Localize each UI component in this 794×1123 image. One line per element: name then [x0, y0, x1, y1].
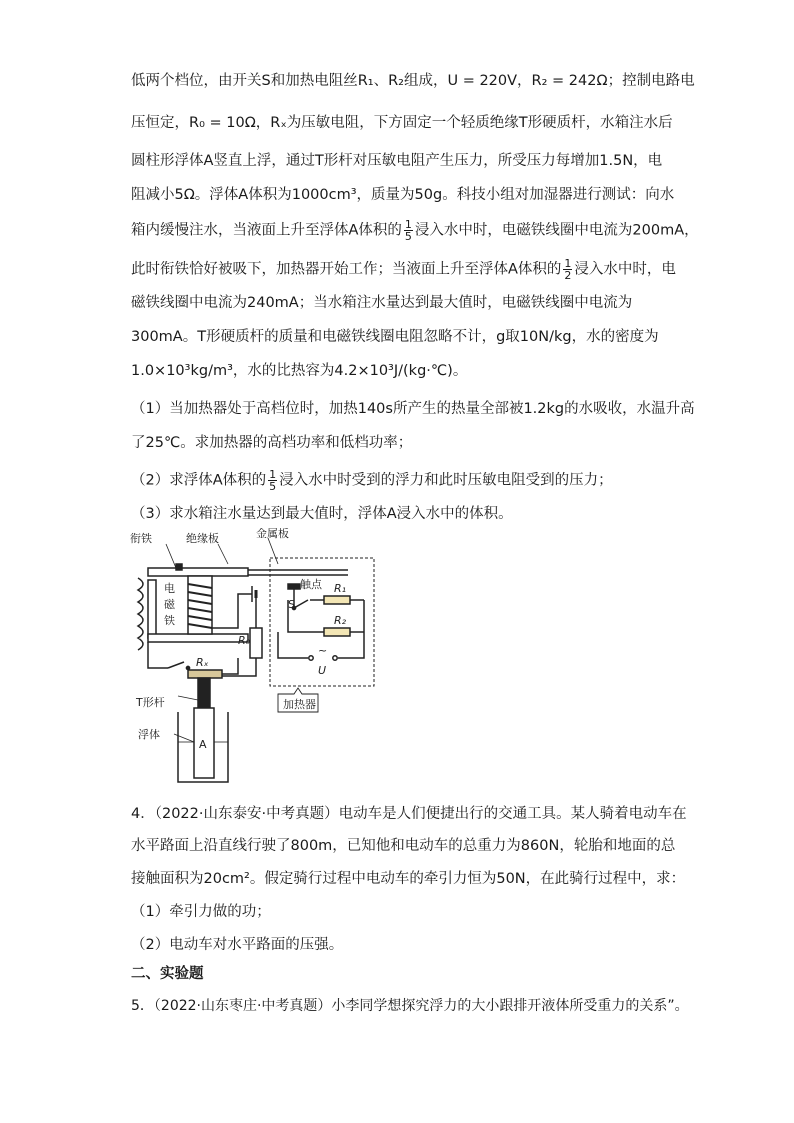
armature-leader: [166, 544, 176, 568]
label-Rx: Rₓ: [196, 656, 209, 669]
problem3-question-2b: 浸入水中时受到的浮力和此时压敏电阻受到的压力；: [279, 472, 613, 489]
problem3-question-2: [131, 469, 613, 492]
label-armature: 衔铁: [130, 532, 152, 545]
problem4-question-1: （1）牵引力做的功；: [131, 904, 271, 920]
insulator-leader: [218, 544, 228, 564]
float-leader: [174, 734, 194, 742]
problem4-line-1: 4．（2022·山东泰安·中考真题）电动车是人们便捷出行的交通工具。某人骑着电动车在: [131, 806, 687, 822]
label-t-rod: T形杆: [136, 696, 165, 709]
contact-block: [288, 584, 300, 589]
problem4-line-3: 接触面积为20cm²。假定骑行过程中电动车的牵引力恒为50N，在此骑行过程中，求：: [131, 871, 686, 887]
problem3-line-6a: 此时衔铁恰好被吸下，加热器开始工作；当液面上升至浮体A体积的: [131, 261, 562, 278]
armature-bar: [148, 568, 248, 576]
frac-numerator: 1: [404, 218, 412, 231]
problem3-line-6b: 浸入水中时，电: [574, 261, 676, 278]
frac-denominator: 5: [404, 230, 412, 243]
switch-S-blade: [294, 600, 308, 608]
problem3-question-3: （3）求水箱注水量达到最大值时，浮体A浸入水中的体积。: [131, 506, 513, 522]
terminal-left: [309, 656, 313, 660]
pressure-sensor-Rx: [188, 670, 222, 678]
control-wire-1: [212, 594, 252, 628]
t-rod-leader: [178, 696, 198, 700]
problem3-question-1a: （1）当加热器处于高档位时，加热140s所产生的热量全部被1.2kg的水吸收，水温升高: [131, 401, 695, 417]
label-R0: R₀: [238, 634, 251, 647]
problem4-question-2: （2）电动车对水平路面的压强。: [131, 937, 344, 953]
problem3-question-2a: （2）求浮体A体积的: [131, 472, 267, 489]
label-switch-S: S: [288, 598, 295, 611]
frac-numerator: 1: [564, 257, 572, 270]
problem4-line-2: 水平路面上沿直线行驶了800m，已知他和电动车的总重力为860N，轮胎和地面的总: [131, 838, 676, 854]
control-wire-4: [148, 642, 168, 668]
problem3-line-4: 阻减小5Ω。浮体A体积为1000cm³，质量为50g。科技小组对加湿器进行测试：向水: [131, 187, 675, 203]
problem3-line-7: 磁铁线圈中电流为240mA；当水箱注水量达到最大值时，电磁铁线圈中电流为: [131, 295, 633, 311]
label-insulator: 绝缘板: [186, 532, 219, 545]
problem3-line-1: 低两个档位，由开关S和加热电阻丝R₁、R₂组成，U = 220V，R₂ = 242Ω；控制电路电: [131, 73, 695, 89]
problem3-line-3: 圆柱形浮体A竖直上浮，通过T形杆对压敏电阻产生压力，所受压力每增加1.5N，电: [131, 153, 663, 169]
label-magnet-1: 电: [164, 582, 175, 595]
section-heading-experiment: 二、实验题: [131, 966, 204, 982]
label-heater: 加热器: [283, 698, 316, 711]
problem3-line-5: [131, 219, 699, 242]
problem3-line-2: 压恒定，R₀ = 10Ω，Rₓ为压敏电阻，下方固定一个轻质绝缘T形硬质杆，水箱注水后: [131, 115, 673, 131]
label-float: 浮体: [138, 728, 160, 741]
label-A: A: [199, 738, 207, 751]
label-metal-plate: 金属板: [256, 528, 289, 540]
resistor-R0: [250, 628, 262, 658]
spring: [138, 578, 143, 650]
label-R2: R₂: [334, 614, 347, 627]
magnet-base: [148, 634, 248, 642]
problem3-line-5b: 浸入水中时，电磁铁线圈中电流为200mA，: [414, 222, 699, 239]
problem3-line-6: [131, 258, 676, 281]
left-post: [148, 580, 156, 638]
frac-denominator: 5: [269, 480, 277, 493]
problem3-question-1b: 了25℃。求加热器的高档功率和低档功率；: [131, 435, 413, 451]
fraction-one-fifth-q2: [268, 469, 277, 492]
label-contact: 触点: [300, 578, 322, 591]
control-switch-blade: [168, 662, 184, 668]
frac-numerator: 1: [269, 468, 277, 481]
problem3-line-8: 300mA。T形硬质杆的质量和电磁铁线圈电阻忽略不计，g取10N/kg，水的密度为: [131, 329, 659, 345]
label-magnet-2: 磁: [164, 598, 175, 611]
control-switch-pivot: [186, 666, 189, 669]
heater-wire-6: [278, 632, 308, 658]
pivot-block: [176, 564, 182, 570]
fraction-one-half: [563, 258, 572, 281]
resistor-R1: [324, 596, 350, 604]
t-rod: [198, 678, 210, 708]
problem3-line-9: 1.0×10³kg/m³，水的比热容为4.2×10³J/(kg·℃)。: [131, 363, 468, 379]
resistor-R2: [324, 628, 350, 636]
problem3-line-5a: 箱内缓慢注水，当液面上升至浮体A体积的: [131, 222, 402, 239]
problem5-line-1: 5．（2022·山东枣庄·中考真题）小李同学想探究浮力的大小跟排开液体所受重力的关系”。: [131, 998, 689, 1014]
label-magnet-3: 铁: [164, 614, 175, 627]
fraction-one-fifth: [404, 219, 413, 242]
frac-denominator: 2: [564, 269, 572, 282]
terminal-right: [333, 656, 337, 660]
label-ac: ~: [318, 644, 328, 657]
label-U: U: [318, 664, 327, 677]
sensor-wire: [222, 658, 238, 674]
label-R1: R₁: [334, 582, 347, 595]
circuit-diagram: [128, 528, 388, 790]
